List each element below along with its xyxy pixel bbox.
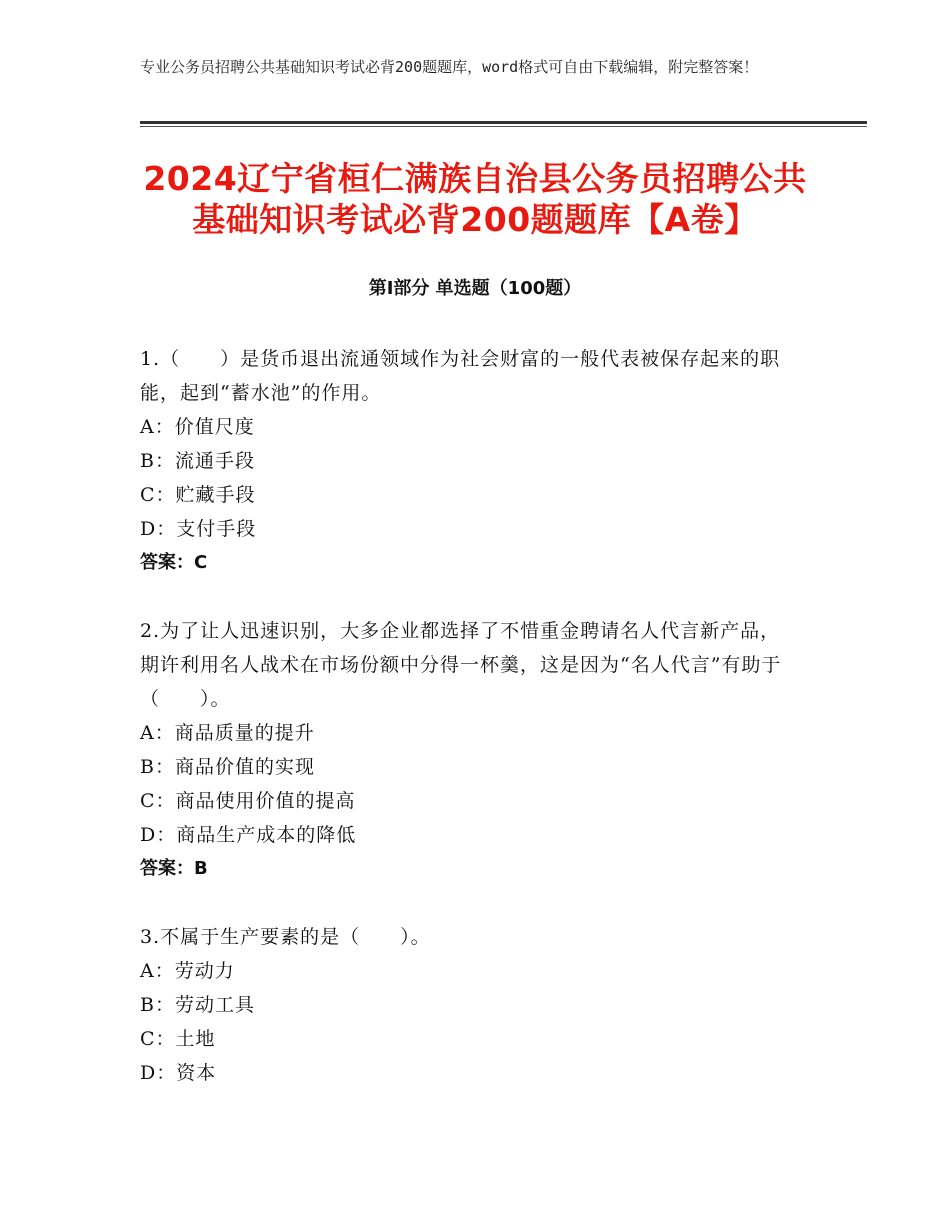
header-divider-thin xyxy=(140,126,867,127)
question-stem: 1.（ ）是货币退出流通领域作为社会财富的一般代表被保存起来的职能，起到“蓄水池”的作用。 xyxy=(140,348,781,404)
answer: 答案：C xyxy=(140,552,208,573)
option-d: D：资本 xyxy=(140,1062,217,1084)
answer: 答案：B xyxy=(140,858,208,879)
option-c: C：土地 xyxy=(140,1028,216,1050)
option-a: A：商品质量的提升 xyxy=(140,722,315,744)
question-2 xyxy=(140,614,800,886)
section-heading: 第Ⅰ部分 单选题（100题） xyxy=(368,278,582,299)
option-d: D：商品生产成本的降低 xyxy=(140,824,357,846)
title-line-1: 2024辽宁省桓仁满族自治县公务员招聘公共 xyxy=(143,159,807,198)
option-c: C：贮藏手段 xyxy=(140,484,256,506)
option-b: B：商品价值的实现 xyxy=(140,756,315,778)
question-1 xyxy=(140,342,800,580)
option-b: B：劳动工具 xyxy=(140,994,255,1016)
question-stem: 3.不属于生产要素的是（ ）。 xyxy=(140,926,431,948)
header-divider-thick xyxy=(140,121,867,124)
option-a: A：劳动力 xyxy=(140,960,235,982)
option-a: A：价值尺度 xyxy=(140,416,255,438)
header-note: 专业公务员招聘公共基础知识考试必背200题题库，word格式可自由下载编辑，附完整答案！ xyxy=(140,58,759,76)
document-title xyxy=(100,158,850,240)
question-stem: 2.为了让人迅速识别，大多企业都选择了不惜重金聘请名人代言新产品，期许利用名人战术在市场份额中分得一杯羹，这是因为“名人代言”有助于（ ）。 xyxy=(140,620,782,710)
option-c: C：商品使用价值的提高 xyxy=(140,790,356,812)
option-b: B：流通手段 xyxy=(140,450,255,472)
question-3 xyxy=(140,920,800,1090)
question-list xyxy=(140,342,800,1124)
option-d: D：支付手段 xyxy=(140,518,257,540)
title-line-2: 基础知识考试必背200题题库【A卷】 xyxy=(192,200,758,239)
